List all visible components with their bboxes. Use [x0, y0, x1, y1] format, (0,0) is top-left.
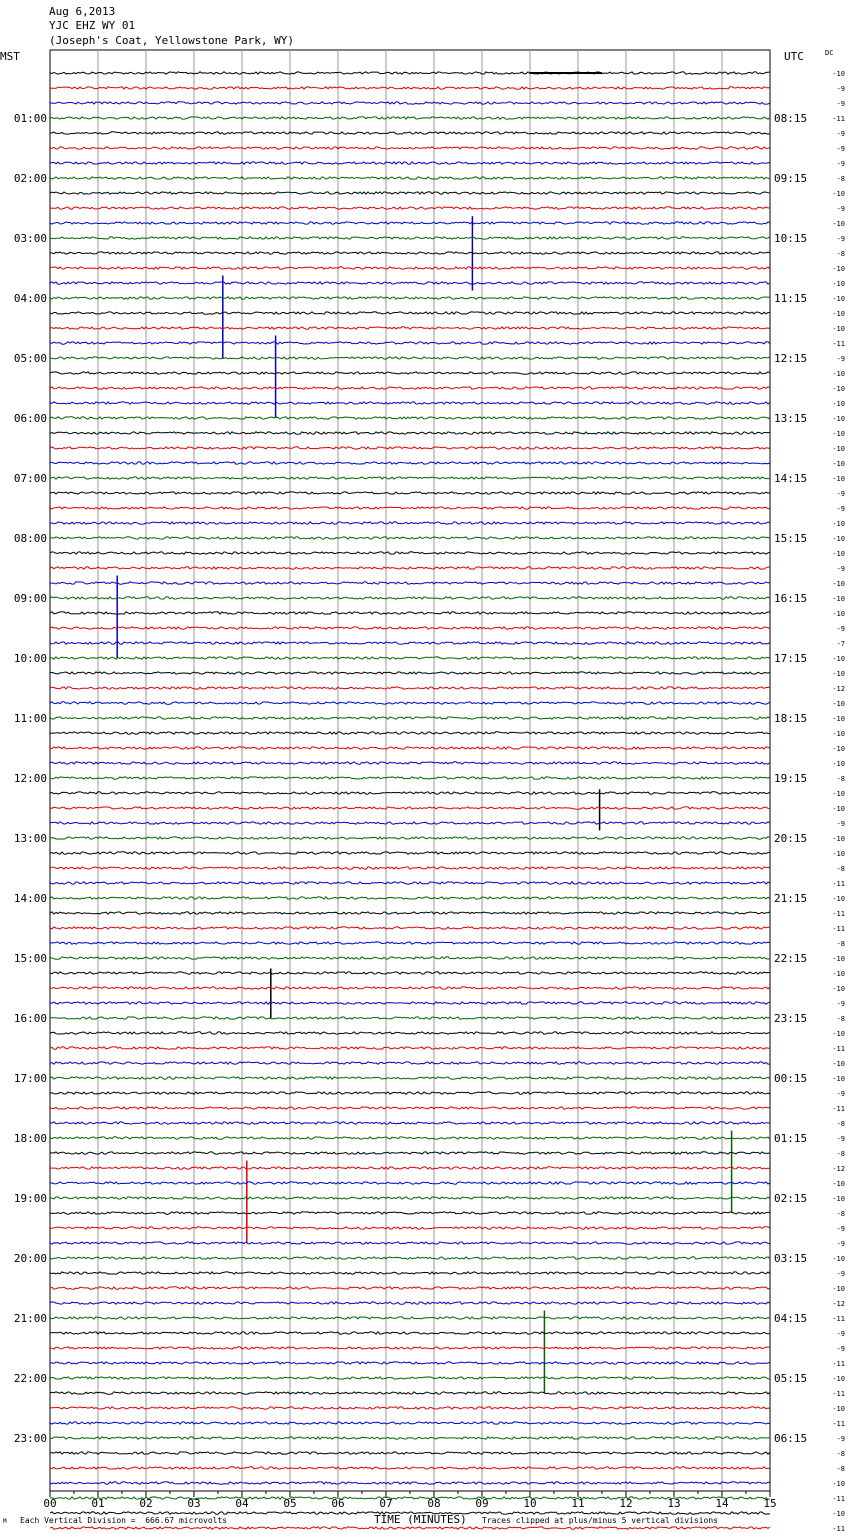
dc-offset-label: -9: [836, 1270, 845, 1278]
dc-offset-label: -10: [832, 1180, 845, 1188]
utc-hour-label: 06:15: [774, 1432, 808, 1445]
dc-offset-label: -10: [832, 1510, 845, 1518]
mst-hour-label: 22:00: [13, 1372, 47, 1385]
dc-offset-label: -10: [832, 70, 845, 78]
utc-hour-label: 03:15: [774, 1252, 808, 1265]
x-tick-label: 12: [619, 1497, 633, 1510]
time-axis-title: TIME (MINUTES): [374, 1513, 467, 1526]
dc-offset-label: -11: [832, 1525, 845, 1533]
trace-row: [50, 1392, 770, 1394]
dc-offset-label: -11: [832, 1420, 845, 1428]
utc-hour-label: 14:15: [774, 472, 808, 485]
trace-row: [50, 1137, 770, 1139]
dc-offset-label: -10: [832, 415, 845, 423]
trace-row: [50, 1317, 770, 1319]
trace-row: [50, 417, 770, 419]
trace-row: [50, 357, 770, 359]
utc-hour-label: 08:15: [774, 112, 808, 125]
station-location: (Joseph's Coat, Yellowstone Park, WY): [49, 34, 295, 47]
dc-offset-label: -10: [832, 265, 845, 273]
dc-offset-label: -10: [832, 805, 845, 813]
dc-offset-label: -10: [832, 895, 845, 903]
x-tick-label: 01: [91, 1497, 105, 1510]
dc-offset-label: -8: [836, 1015, 845, 1023]
dc-offset-label: -9: [836, 1135, 845, 1143]
corner-mark: M: [3, 1518, 7, 1525]
trace-row: [50, 1302, 770, 1304]
dc-offset-label: -9: [836, 565, 845, 573]
dc-offset-label: -9: [836, 160, 845, 168]
dc-offset-label: -10: [832, 520, 845, 528]
x-tick-label: 08: [427, 1497, 441, 1510]
dc-offset-label: -10: [832, 610, 845, 618]
dc-offset-label: -10: [832, 595, 845, 603]
trace-row: [50, 432, 770, 434]
trace-row: [50, 1122, 770, 1124]
dc-offset-label: -10: [832, 1480, 845, 1488]
trace-row: [50, 1167, 770, 1169]
utc-hour-label: 04:15: [774, 1312, 808, 1325]
dc-offset-label: -8: [836, 940, 845, 948]
trace-row: [50, 612, 770, 614]
trace-row: [50, 702, 770, 704]
dc-offset-label: -8: [836, 1450, 845, 1458]
utc-hour-label: 16:15: [774, 592, 808, 605]
plot-date: Aug 6,2013: [49, 5, 116, 18]
utc-hour-label: 23:15: [774, 1012, 808, 1025]
dc-offset-label: -9: [836, 205, 845, 213]
trace-row: [50, 867, 770, 869]
mst-hour-label: 06:00: [13, 412, 47, 425]
trace-row: [50, 807, 770, 809]
trace-row: [50, 1437, 770, 1439]
dc-offset-label: -10: [832, 850, 845, 858]
dc-offset-label: -11: [832, 340, 845, 348]
dc-offset-label: -8: [836, 1465, 845, 1473]
trace-row: [50, 912, 770, 914]
utc-hour-label: 19:15: [774, 772, 808, 785]
dc-offset-label: -10: [832, 1195, 845, 1203]
trace-row: [50, 642, 770, 644]
trace-row: [50, 132, 770, 134]
trace-row: [50, 1077, 770, 1079]
dc-offset-label: -10: [832, 370, 845, 378]
mst-hour-label: 16:00: [13, 1012, 47, 1025]
dc-offset-label: -11: [832, 1360, 845, 1368]
dc-offset-label: -10: [832, 460, 845, 468]
trace-row: [50, 1332, 770, 1334]
dc-offset-label: -10: [832, 220, 845, 228]
utc-hour-label: 18:15: [774, 712, 808, 725]
mst-hour-label: 11:00: [13, 712, 47, 725]
trace-row: [50, 267, 770, 269]
dc-offset-label: -10: [832, 535, 845, 543]
dc-offset-label: -11: [832, 925, 845, 933]
trace-row: [50, 477, 770, 479]
mst-hour-label: 07:00: [13, 472, 47, 485]
dc-offset-label: -10: [832, 835, 845, 843]
trace-row: [50, 1182, 770, 1184]
trace-row: [50, 1467, 770, 1469]
clip-note: Traces clipped at plus/minus 5 vertical divisions: [482, 1516, 719, 1525]
dc-offset-label: -10: [832, 445, 845, 453]
trace-row: [50, 1107, 770, 1109]
dc-offset-label: -9: [836, 1000, 845, 1008]
dc-offset-label: -10: [832, 700, 845, 708]
dc-offset-label: -10: [832, 1405, 845, 1413]
trace-row: [50, 387, 770, 389]
dc-offset-label: -9: [836, 235, 845, 243]
dc-offset-label: -10: [832, 1030, 845, 1038]
dc-offset-label: -9: [836, 625, 845, 633]
dc-offset-label: -8: [836, 175, 845, 183]
dc-offset-label: -12: [832, 685, 845, 693]
trace-row: [50, 1497, 770, 1499]
trace-row: [50, 162, 770, 164]
dc-offset-label: -10: [832, 475, 845, 483]
x-tick-label: 11: [571, 1497, 585, 1510]
dc-offset-label: -9: [836, 1330, 845, 1338]
trace-row: [50, 297, 770, 299]
plot-frame: [50, 50, 770, 1491]
trace-row: [50, 1452, 770, 1454]
utc-hour-label: 15:15: [774, 532, 808, 545]
mst-hour-label: 23:00: [13, 1432, 47, 1445]
dc-offset-label: -9: [836, 820, 845, 828]
utc-hour-label: 12:15: [774, 352, 808, 365]
dc-offset-label: -10: [832, 550, 845, 558]
trace-row: [50, 342, 770, 344]
dc-offset-label: -10: [832, 1375, 845, 1383]
trace-row: [50, 1482, 770, 1484]
mst-hour-label: 21:00: [13, 1312, 47, 1325]
trace-row: [50, 687, 770, 689]
trace-row: [50, 957, 770, 959]
utc-hour-label: 00:15: [774, 1072, 808, 1085]
utc-axis-label: UTC: [784, 50, 804, 63]
mst-hour-label: 03:00: [13, 232, 47, 245]
trace-row: [50, 972, 770, 974]
dc-offset-label: -9: [836, 355, 845, 363]
x-tick-label: 09: [475, 1497, 489, 1510]
utc-hour-label: 09:15: [774, 172, 808, 185]
dc-offset-label: -10: [832, 670, 845, 678]
trace-row: [50, 1227, 770, 1229]
dc-offset-label: -11: [832, 880, 845, 888]
trace-row: [50, 1002, 770, 1004]
trace-row: [50, 1527, 770, 1529]
trace-row: [50, 567, 770, 569]
dc-offset-label: -10: [832, 190, 845, 198]
trace-row: [50, 1032, 770, 1034]
dc-offset-label: -9: [836, 1345, 845, 1353]
trace-row: [50, 312, 770, 314]
trace-row: [50, 597, 770, 599]
mst-hour-label: 15:00: [13, 952, 47, 965]
trace-row: [50, 552, 770, 554]
dc-offset-label: -10: [832, 760, 845, 768]
dc-offset-label: -10: [832, 1060, 845, 1068]
trace-row: [50, 282, 770, 284]
dc-offset-label: -11: [832, 1390, 845, 1398]
dc-offset-label: -8: [836, 775, 845, 783]
trace-row: [50, 462, 770, 464]
trace-row: [50, 1422, 770, 1424]
dc-offset-label: -10: [832, 325, 845, 333]
dc-offset-label: -11: [832, 115, 845, 123]
dc-offset-label: -10: [832, 730, 845, 738]
x-tick-label: 06: [331, 1497, 345, 1510]
utc-hour-label: 17:15: [774, 652, 808, 665]
trace-row: [50, 177, 770, 179]
x-tick-label: 02: [139, 1497, 153, 1510]
trace-row: [50, 192, 770, 194]
trace-row: [50, 522, 770, 524]
dc-offset-label: -12: [832, 1300, 845, 1308]
trace-row: [50, 882, 770, 884]
trace-row: [50, 822, 770, 824]
dc-offset-label: -9: [836, 1435, 845, 1443]
trace-row: [50, 1362, 770, 1364]
utc-hour-label: 05:15: [774, 1372, 808, 1385]
dc-offset-label: -9: [836, 1090, 845, 1098]
trace-row: [50, 1152, 770, 1154]
x-tick-label: 10: [523, 1497, 537, 1510]
utc-hour-label: 20:15: [774, 832, 808, 845]
mst-hour-label: 18:00: [13, 1132, 47, 1145]
x-tick-label: 15: [763, 1497, 777, 1510]
trace-row: [50, 1047, 770, 1049]
utc-hour-label: 02:15: [774, 1192, 808, 1205]
utc-hour-label: 01:15: [774, 1132, 808, 1145]
trace-row: [50, 927, 770, 929]
mst-hour-label: 01:00: [13, 112, 47, 125]
dc-offset-label: -10: [832, 970, 845, 978]
x-tick-label: 04: [235, 1497, 249, 1510]
dc-offset-label: -9: [836, 1225, 845, 1233]
trace-row: [50, 102, 770, 104]
dc-offset-label: -10: [832, 655, 845, 663]
dc-offset-label: -10: [832, 310, 845, 318]
trace-row: [50, 117, 770, 119]
trace-row: [50, 852, 770, 854]
mst-hour-label: 17:00: [13, 1072, 47, 1085]
mst-hour-label: 04:00: [13, 292, 47, 305]
dc-offset-label: -10: [832, 430, 845, 438]
trace-row: [50, 792, 770, 794]
dc-offset-label: -11: [832, 1105, 845, 1113]
trace-row: [50, 837, 770, 839]
trace-row: [50, 1197, 770, 1199]
dc-offset-label: -12: [832, 1165, 845, 1173]
trace-row: [50, 762, 770, 764]
x-tick-label: 07: [379, 1497, 393, 1510]
dc-offset-label: -10: [832, 295, 845, 303]
trace-row: [50, 252, 770, 254]
trace-row: [50, 402, 770, 404]
x-tick-label: 14: [715, 1497, 729, 1510]
trace-row: [50, 507, 770, 509]
trace-row: [50, 537, 770, 539]
dc-offset-label: -9: [836, 505, 845, 513]
dc-offset-header: DC: [825, 49, 834, 57]
dc-offset-label: -10: [832, 280, 845, 288]
trace-row: [50, 327, 770, 329]
trace-row: [50, 897, 770, 899]
trace-row: [50, 627, 770, 629]
trace-row: [50, 207, 770, 209]
scale-note: Each Vertical Division = 666.67 microvolts: [20, 1516, 228, 1525]
utc-hour-label: 10:15: [774, 232, 808, 245]
utc-hour-label: 22:15: [774, 952, 808, 965]
mst-hour-label: 05:00: [13, 352, 47, 365]
dc-offset-label: -9: [836, 1240, 845, 1248]
trace-row: [50, 1017, 770, 1019]
trace-row: [50, 582, 770, 584]
dc-offset-label: -10: [832, 1075, 845, 1083]
dc-offset-label: -8: [836, 1120, 845, 1128]
trace-row: [50, 1212, 770, 1214]
trace-row: [50, 372, 770, 374]
dc-offset-label: -8: [836, 1150, 845, 1158]
trace-row: [50, 222, 770, 224]
mst-hour-label: 12:00: [13, 772, 47, 785]
mst-hour-label: 13:00: [13, 832, 47, 845]
dc-offset-label: -10: [832, 715, 845, 723]
utc-hour-label: 21:15: [774, 892, 808, 905]
trace-row: [50, 747, 770, 749]
dc-offset-label: -9: [836, 145, 845, 153]
trace-row: [50, 1257, 770, 1259]
mst-axis-label: MST: [0, 50, 20, 63]
dc-offset-label: -11: [832, 1045, 845, 1053]
trace-row: [50, 1272, 770, 1274]
mst-hour-label: 09:00: [13, 592, 47, 605]
trace-row: [50, 1287, 770, 1289]
dc-offset-label: -7: [836, 640, 845, 648]
trace-row: [50, 717, 770, 719]
trace-row: [50, 942, 770, 944]
trace-row: [50, 732, 770, 734]
dc-offset-label: -10: [832, 985, 845, 993]
trace-row: [50, 1062, 770, 1064]
dc-offset-label: -9: [836, 85, 845, 93]
dc-offset-label: -10: [832, 955, 845, 963]
trace-row: [50, 777, 770, 779]
mst-hour-label: 02:00: [13, 172, 47, 185]
x-tick-label: 05: [283, 1497, 297, 1510]
dc-offset-label: -9: [836, 490, 845, 498]
trace-row: [50, 672, 770, 674]
dc-offset-label: -9: [836, 100, 845, 108]
dc-offset-label: -8: [836, 250, 845, 258]
dc-offset-label: -10: [832, 790, 845, 798]
trace-row: [50, 1377, 770, 1379]
dc-offset-label: -10: [832, 1285, 845, 1293]
station-code: YJC EHZ WY 01: [49, 19, 136, 32]
dc-offset-label: -10: [832, 400, 845, 408]
dc-offset-label: -10: [832, 580, 845, 588]
mst-hour-label: 14:00: [13, 892, 47, 905]
mst-hour-label: 19:00: [13, 1192, 47, 1205]
x-tick-label: 00: [43, 1497, 57, 1510]
trace-row: [50, 657, 770, 659]
dc-offset-label: -10: [832, 385, 845, 393]
dc-offset-label: -8: [836, 865, 845, 873]
dc-offset-label: -11: [832, 1495, 845, 1503]
trace-row: [50, 147, 770, 149]
trace-row: [50, 1407, 770, 1409]
dc-offset-label: -9: [836, 130, 845, 138]
mst-hour-label: 20:00: [13, 1252, 47, 1265]
x-tick-label: 03: [187, 1497, 201, 1510]
dc-offset-label: -11: [832, 1315, 845, 1323]
dc-offset-label: -8: [836, 1210, 845, 1218]
utc-hour-label: 13:15: [774, 412, 808, 425]
mst-hour-label: 08:00: [13, 532, 47, 545]
x-tick-label: 13: [667, 1497, 681, 1510]
trace-row: [50, 237, 770, 239]
trace-row: [50, 447, 770, 449]
trace-row: [50, 87, 770, 89]
dc-offset-label: -10: [832, 1255, 845, 1263]
mst-hour-label: 10:00: [13, 652, 47, 665]
utc-hour-label: 11:15: [774, 292, 808, 305]
dc-offset-label: -10: [832, 745, 845, 753]
trace-row: [50, 987, 770, 989]
trace-row: [50, 1242, 770, 1244]
trace-row: [50, 1347, 770, 1349]
trace-row: [50, 492, 770, 494]
trace-row: [50, 1092, 770, 1094]
dc-offset-label: -11: [832, 910, 845, 918]
trace-row: [50, 72, 770, 74]
